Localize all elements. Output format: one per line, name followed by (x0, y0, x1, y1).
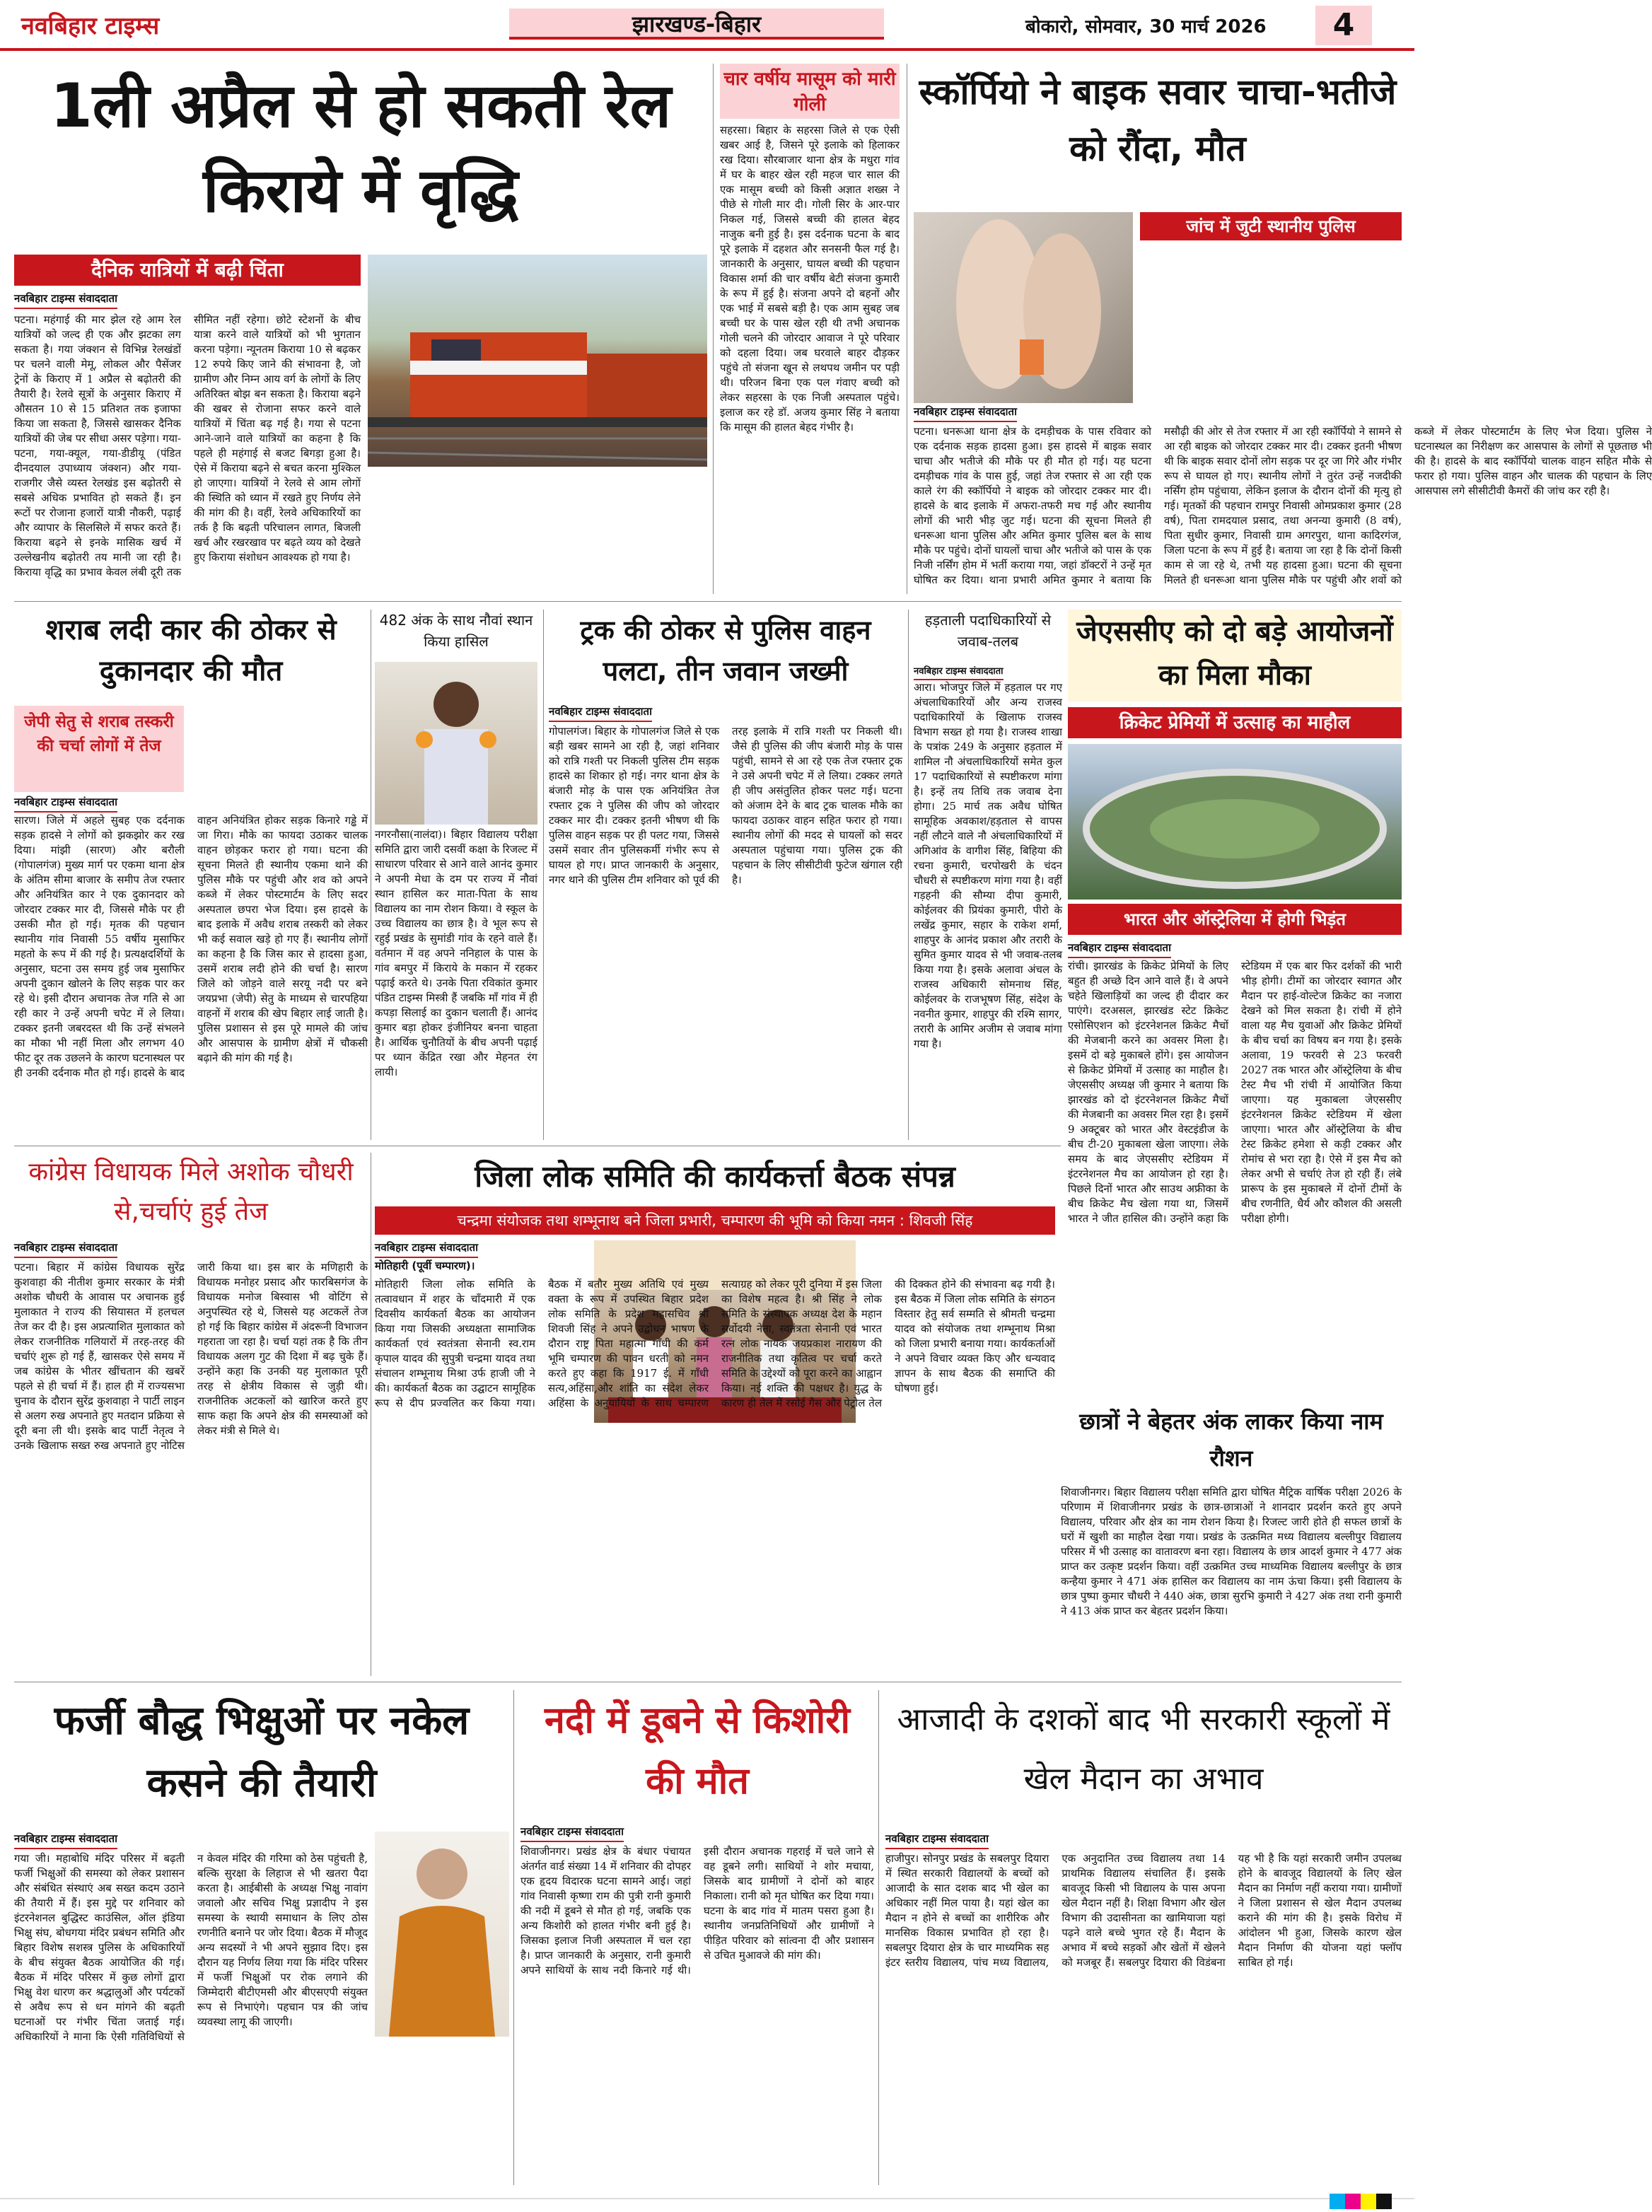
footer-bar (0, 2192, 1414, 2211)
topper-headline-box (1061, 1403, 1402, 1481)
child-headline: चार वर्षीय मासूम को मारी गोली (723, 69, 896, 115)
congress-headline: कांग्रेस विधायक मिले अशोक चौधरी से,चर्चाएं हुई तेज (28, 1158, 354, 1226)
child-headline-box (720, 64, 900, 119)
monk-icon (375, 1832, 509, 2037)
drown-body: शिवाजीनगर। प्रखंड क्षेत्र के बंधार पंचायत अंतर्गत वार्ड संख्या 14 में शनिवार की दोपहर एक हृदय विदारक घटना सामने आई। जहां गांव निवासी कृष्णा राम की पुत्री रानी कुमारी की नदी में डूबने से मौत हो गई, जबकि एक अन्य किशोरी को हालत गंभीर बनी हुई है। जिसका इलाज निजी अस्पताल में चल रहा है। प्राप्त जानकारी के अनुसार, रानी कुमारी अपने साथियों के साथ नदी किनारे गई थी। इसी दौरान अचानक गहराई में चले जाने से वह डूबने लगी। साथियों ने शोर मचाया, जिसके बाद ग्रामीणों ने दोनों को बाहर निकाला। रानी को मृत घोषित कर दिया गया। घटना के बाद गांव में मातम पसरा हुआ है। स्थानीय जनप्रतिनिधियों और ग्रामीणों ने पीड़ित परिवार को सांत्वना दी और प्रशासन से उचित मुआवजे की मांग की। (520, 1845, 874, 1977)
congress-body: पटना। बिहार में कांग्रेस विधायक सुरेंद्र कुशवाहा की नीतीश कुमार सरकार के मंत्री अशोक चौधरी के आवास पर अचानक हुई मुलाकात ने राज्य की सियासत में हलचल तेज कर दी है। इस अप्रत्याशित मुलाकात को लेकर राजनीतिक गलियारों में तरह-तरह की चर्चाएं शुरू हो गई हैं, खासकर ऐसे समय में जब कांग्रेस के भीतर खींचतान की खबरें पहले से ही चर्चा में हैं। हाल ही में राज्यसभा चुनाव के दौरान सुरेंद्र कुशवाहा ने पार्टी लाइन से अलग रुख अपनाते हुए मतदान प्रक्रिया से दूरी बना ली थी। इसके बाद पार्टी नेतृत्व ने उनके खिलाफ सख्त रुख अपनाते हुए नोटिस जारी किया था। इस बार के मणिहारी के विधायक मनोहर प्रसाद और फारबिसगंज के विधायक मनोज बिस्वास भी वोटिंग से अनुपस्थित रहे थे, जिससे यह अटकलें तेज हो गई कि बिहार कांग्रेस में अंदरूनी विभाजन गहराता जा रहा है। चर्चा यहां तक है कि तीन विधायक अलग गुट की दिशा में बढ़ चुके हैं। उन्होंने कहा कि उनकी यह मुलाकात पूरी तरह से क्षेत्रीय विकास से जुड़ी थी। राजनीतिक अटकलों को खारिज करते हुए साफ कहा कि अपने क्षेत्र की समस्याओं को लेकर मंत्री से मिले थे। (14, 1261, 368, 1452)
strike-byline-text: नवबिहार टाइम्स संवाददाता (914, 664, 1004, 680)
police-body: गोपालगंज। बिहार के गोपालगंज जिले से एक बड़ी खबर सामने आ रही है, जहां शनिवार को रात्रि गश्ती पर निकली पुलिस टीम सड़क हादसे का शिकार हो गई। नगर थाना क्षेत्र के बंजारी मोड़ के पास एक अनियंत्रित तेज रफ्तार ट्रक ने पुलिस की जीप को जोरदार टक्कर मार दी। टक्कर इतनी भीषण थी कि पुलिस वाहन सड़क पर ही पलट गया, जिससे उसमें सवार तीन पुलिसकर्मी गंभीर रूप से घायल हो गए। प्राप्त जानकारी के अनुसार, नगर थाने की पुलिस टीम शनिवार को पूर्व की तरह इलाके में रात्रि गश्ती पर निकली थी। जैसे ही पुलिस की जीप बंजारी मोड़ के पास पहुंची, सामने से आ रहे एक तेज रफ्तार ट्रक ने उसे अपनी चपेट में ले लिया। टक्कर लगते ही जीप असंतुलित होकर पलट गई। घटना को अंजाम देने के बाद ट्रक चालक मौके का फायदा उठाकर वाहन सहित फरार हो गया। स्थानीय लोगों की मदद से घायलों को सदर अस्पताल पहुंचाया गया। पुलिस ट्रक की पहचान के लिए सीसीटीवी फुटेज खंगाल रही है। (549, 725, 902, 886)
police-headline-box (549, 610, 902, 697)
liquor-headline-box (14, 610, 368, 694)
jsca-headline-box (1068, 610, 1402, 702)
black-mark (1376, 2194, 1392, 2209)
feet-photo (914, 212, 1133, 403)
jsca-body: रांची। झारखंड के क्रिकेट प्रेमियों के लिए बहुत ही अच्छे दिन आने वाले हैं। वे अपने चहेते खिलाड़ियों का जल्द ही दीदार कर पाएंगे। दरअसल, झारखंड स्टेट क्रिकेट एसोसिएशन को इंटरनेशनल क्रिकेट मैचों की मेजबानी करने का अवसर मिला है। इसमें दो बड़े मुकाबले होंगे। इस आयोजन से क्रिकेट प्रेमियों में उत्साह का माहौल है। जेएससीए अध्यक्ष जी कुमार ने बताया कि झारखंड को दो इंटरनेशनल क्रिकेट मैचों की मेजबानी का अवसर मिल रहा है। इसमें 9 अक्टूबर को भारत और वेस्टइंडीज के बीच टी-20 मुकाबला खेला जाएगा। लेके समय के बाद जेएससीए स्टेडियम में इंटरनेशनल मैच का आयोजन हो रहा है। पिछले दिनों भारत और साउथ अफ्रीका के बीच क्रिकेट मैच खेला गया था, जिसमें भारत ने जीत हासिल की। उन्होंने कहा कि स्टेडियम में एक बार फिर दर्शकों की भारी भीड़ होगी। टीमों का जोरदार स्वागत और मैदान पर हाई-वोल्टेज क्रिकेट का नजारा देखने को मिल सकता है। रांची में होने वाला यह मैच युवाओं और क्रिकेट प्रेमियों के बीच चर्चा का विषय बन गया है। इसके अलावा, 19 फरवरी से 23 फरवरी 2027 तक भारत और ऑस्ट्रेलिया के बीच टेस्ट मैच भी रांची में आयोजित किया जाएगा। यह मुकाबला जेएससीए इंटरनेशनल क्रिकेट स्टेडियम में खेला जाएगा। भारत और ऑस्ट्रेलिया के बीच टेस्ट क्रिकेट हमेशा से कड़ी टक्कर और रोमांच से भरा रहा है। ऐसे में इस मैच को लेकर अभी से चर्चाएं तेज हो रही हैं। लंबे प्रारूप के इस मुकाबले में दोनों टीमों के बीच रणनीति, धैर्य और कौशल की असली परीक्षा होगी। (1068, 960, 1402, 1225)
stadium-icon (1068, 744, 1402, 900)
strike-body: आरा। भोजपुर जिले में हड़ताल पर गए अंचलाधिकारियों और अन्य राजस्व पदाधिकारियों के खिलाफ राजस्व विभाग सख्त हो गया है। राजस्व शाखा के पत्रांक 249 के अनुसार हड़ताल में शामिल नौ अंचलाधिकारियों समेत कुल 17 पदाधिकारियों से स्पष्टीकरण मांगा है। इन्हें तय तिथि तक जवाब देना होगा। 25 मार्च तक अवैध घोषित सामूहिक अवकाश/हड़ताल से वापस नहीं लौटने वाले नौ अंचलाधिकारियों में अगिआंव के वागीश सिंह, बिहिया की रचना कुमारी, चरपोखरी के चंदन चौधरी से स्पष्टीकरण मांगा गया है। वहीं गड़हनी की सौम्या दीपा कुमारी, कोईलवर की प्रियंका कुमारी, पीरो के लखेंद्र कुमार, सहार के राकेश शर्मा, शाहपुर के आनंद प्रकाश और तरारी के सुमित कुमार यादव से भी जवाब-तलब किया गया है। इसके अलावा अंचल के राजस्व अधिकारी सोमनाथ सिंह, कोईलवर के राजभूषण सिंह, संदेश के नवनीत कुमार, शाहपुर की रश्मि सागर, तरारी के आमिर अजीम से जवाब मांगा गया है। (914, 681, 1062, 1050)
sports-body: हाजीपुर। सोनपुर प्रखंड के सबलपुर दियारा में स्थित सरकारी विद्यालयों के बच्चों को आजादी के सात दशक बाद भी खेल का अधिकार नहीं मिल पाया है। यहां खेल का मैदान न होने से बच्चों का शारीरिक और मानसिक विकास प्रभावित हो रहा है। सबलपुर दियारा क्षेत्र के चार माध्यमिक सह इंटर स्तरीय विद्यालय, पांच मध्य विद्यालय, एक अनुदानित उच्च विद्यालय तथा 14 प्राथमिक विद्यालय संचालित हैं। इसके बावजूद किसी भी विद्यालय के पास अपना खेल मैदान नहीं है। शिक्षा विभाग और खेल विभाग की उदासीनता का खामियाजा यहां पढ़ने वाले बच्चे भुगत रहे हैं। मैदान के अभाव में बच्चे सड़कों और खेतों में खेलने को मजबूर हैं। सबलपुर दियारा की विडंबना यह भी है कि यहां सरकारी जमीन उपलब्ध होने के बावजूद विद्यालयों के लिए खेल मैदान का निर्माण नहीं कराया गया। ग्रामीणों ने जिला प्रशासन से खेल मैदान उपलब्ध कराने की मांग की है। इसके विरोध में आंदोलन भी हुआ, जिसके कारण खेल मैदान निर्माण की योजना यहां फ्लॉप साबित हो गई। (885, 1852, 1402, 1969)
rail-body-cont (368, 472, 707, 594)
magenta-mark (1345, 2194, 1361, 2209)
council-sub: चन्द्रमा संयोजक तथा शम्भूनाथ बने जिला प्रभारी, चम्पारण की भूमि को किया नमन : शिवजी सिंह (375, 1206, 1055, 1235)
strike-headline-box (914, 610, 1062, 660)
jsca-sub1: क्रिकेट प्रेमियों में उत्साह का माहौल (1068, 707, 1402, 738)
strike-headline: हड़ताली पदाधिकारियों से जवाब-तलब (924, 612, 1052, 650)
train-photo (368, 255, 707, 467)
drown-headline-box (520, 1690, 874, 1817)
rail-byline (14, 291, 361, 313)
police-byline (549, 704, 902, 726)
rank-body: नगरनौसा(नालंदा)। बिहार विद्यालय परीक्षा समिति द्वारा जारी दसवीं कक्षा के रिजल्ट में साधारण परिवार से आने वाले आनंद कुमार ने अपनी मेधा के दम पर राज्य में नौवां स्थान हासिल कर माता-पिता के साथ विद्यालय का नाम रोशन किया। वे स्कूल के उच्च विद्यालय का छात्र है। वे भूल रूप से रहुई प्रखंड के सुमांडी गांव के रहने वाले हैं। वर्तमान में वह अपने ननिहाल के पास के गांव बमपुर में किराये के मकान में रहकर पढ़ाई करते थे। उनके पिता रविकांत कुमार पंडित टाइम्स मिस्त्री हैं जबकि माँ गांव में ही कपड़ा सिलाई का दुकान चलाती हैं। आनंद कुमार बड़ा होकर इंजीनियर बनना चाहता है। आर्थिक चुनौतियों के बीच अपनी पढ़ाई पर ध्यान केंद्रित रखा और मेहनत रंग लायी। (375, 828, 537, 1078)
scorpio-headline: स्कॉर्पियो ने बाइक सवार चाचा-भतीजे को रौंदा, मौत (919, 71, 1397, 169)
row-rule (14, 601, 1402, 602)
liquor-headline: शराब लदी कार की ठोकर से दुकानदार की मौत (45, 614, 337, 687)
header-rule (0, 48, 1414, 51)
jsca-byline-text: नवबिहार टाइम्स संवाददाता (1068, 941, 1171, 958)
liquor-body: सारण। जिले में अहले सुबह एक दर्दनाक सड़क हादसे ने लोगों को झकझोर कर रख दिया। मांझी (सारण) और बरौली (गोपालगंज) मुख्य मार्ग पर एकमा थाना क्षेत्र के अंतिम सीमा बाजार के समीप तेज रफ्तार और अनियंत्रित कार ने एक दुकानदार को जोरदार टक्कर मार दी, जिससे मौके पर ही उसकी मौत हो गई। मृतक की पहचान स्थानीय गांव निवासी 55 वर्षीय मुसाफिर महतो के रूप में की गई है। प्रत्यक्षदर्शियों के अनुसार, घटना उस समय हुई जब मुसाफिर अपनी दुकान खोलने के लिए सड़क पार कर रहे थे। इसी दौरान अचानक तेज गति से आ रही कार ने उन्हें अपनी चपेट में ले लिया। टक्कर इतनी जबरदस्त थी कि उन्हें संभलने का मौका भी नहीं मिला और लगभग 40 फीट दूर तक उछलने के कारण घटनास्थल पर ही उनकी दर्दनाक मौत हो गई। हादसे के बाद वाहन अनियंत्रित होकर सड़क किनारे गड्ढे में जा गिरा। मौके का फायदा उठाकर चालक वाहन छोड़कर फरार हो गया। घटना की सूचना मिलते ही स्थानीय एकमा थाने की पुलिस मौके पर पहुंची और शव को अपने कब्जे में लेकर पोस्टमार्टम के लिए सदर अस्पताल छपरा भेज दिया। इस हादसे के बाद इलाके में अवैध शराब तस्करी को लेकर भी कई सवाल खड़े हो गए हैं। स्थानीय लोगों का कहना है कि जिस कार से हादसा हुआ, उसमें शराब लदी होने की चर्चा है। सारण जिले को जोड़ने वाले सरयू नदी पर बने जयप्रभा (जेपी) सेतु के माध्यम से चारपहिया वाहनों में शराब की खेप बिहार लाई जाती है। पुलिस प्रशासन से इस पूरे मामले की जांच और आसपास के ग्रामीण क्षेत्रों में चौकसी बढ़ाने की मांग की गई है। (14, 814, 368, 1079)
col-rule (878, 1690, 879, 2185)
sports-byline-text: नवबिहार टाइम्स संवाददाता (885, 1832, 989, 1849)
section-tab (509, 8, 884, 40)
scorpio-byline-text: नवबिहार टाइम्स संवाददाता (914, 404, 1017, 422)
rank-headline: 482 अंक के साथ नौवां स्थान किया हासिल (379, 612, 533, 650)
congress-headline-box (14, 1153, 368, 1235)
rail-headline: 1ली अप्रैल से हो सकती रेल किराये में वृद्धि (50, 71, 672, 226)
monks-body: गया जी। महाबोधि मंदिर परिसर में बढ़ती फर्जी भिक्षुओं की समस्या को लेकर प्रशासन और संबंधित संस्थाएं अब सख्त कदम उठाने की तैयारी में हैं। इस मुद्दे पर शनिवार को इंटरनेशनल बुद्धिस्ट काउंसिल, ऑल इंडिया भिक्षु संघ, बोधगया मंदिर प्रबंधन समिति और बिहार विशेष सशस्त्र पुलिस के अधिकारियों के बीच संयुक्त बैठक आयोजित की गई। बैठक में मंदिर परिसर में कुछ लोगों द्वारा भिक्षु वेश धारण कर श्रद्धालुओं और पर्यटकों से अवैध रूप से धन मांगने की बढ़ती घटनाओं पर गंभीर चिंता जताई गई। अधिकारियों ने माना कि ऐसी गतिविधियों से न केवल मंदिर की गरिमा को ठेस पहुंचती है, बल्कि सुरक्षा के लिहाज से भी खतरा पैदा करता है। आईबीसी के अध्यक्ष भिक्षु नावांग जवालो और सचिव भिक्षु प्रज्ञादीप ने इस समस्या के स्थायी समाधान के लिए ठोस रणनीति बनाने पर जोर दिया। बैठक में मौजूद अन्य सदस्यों ने भी अपने सुझाव दिए। इस दौरान यह निर्णय लिया गया कि मंदिर परिसर में फर्जी भिक्षुओं पर रोक लगाने की जिम्मेदारी बीटीएमसी और बीएसएपी संयुक्त रूप से निभाएंगे। पहचान पत्र की जांच व्यवस्था लागू की जाएगी। (14, 1852, 368, 2043)
student-photo (375, 662, 537, 825)
dateline: बोकारो, सोमवार, 30 मार्च 2026 (1025, 16, 1267, 37)
student-icon (375, 662, 537, 825)
drown-byline-text: नवबिहार टाइम्स संवाददाता (520, 1824, 624, 1842)
rail-headline-box (14, 64, 707, 240)
police-headline: ट्रक की ठोकर से पुलिस वाहन पलटा, तीन जवान जख्मी (580, 615, 871, 687)
rail-byline-text: नवबिहार टाइम्स संवाददाता (14, 291, 117, 309)
stadium-photo (1068, 744, 1402, 900)
topper-body: शिवाजीनगर। बिहार विद्यालय परीक्षा समिति द्वारा घोषित मैट्रिक वार्षिक परीक्षा 2026 के परिणाम में शिवाजीनगर प्रखंड के छात्र-छात्राओं ने शानदार प्रदर्शन करते हुए अपने विद्यालय, परिवार और क्षेत्र का नाम रोशन किया है। रिजल्ट जारी होते ही सफल छात्रों के घरों में खुशी का माहौल देखा गया। प्रखंड के उत्क्रमित मध्य विद्यालय बल्लीपुर विद्यालय परिसर में भी उत्साह का वातावरण बना रहा। विद्यालय के छात्र आदर्श कुमार ने 477 अंक प्राप्त कर उत्कृष्ट प्रदर्शन किया। वहीं उत्क्रमित उच्च माध्यमिक विद्यालय बल्लीपुर के छात्र कन्हैया कुमार ने 471 अंक हासिल कर विद्यालय का नाम ऊंचा किया। इसी विद्यालय के छात्र पुष्पा कुमार चौधरी ने 440 अंक, छात्रा सुरभि कुमारी ने 427 अंक तथा रानी कुमारी ने 413 अंक प्राप्त कर बेहतर प्रदर्शन किया। (1061, 1486, 1402, 1617)
masthead-title: नवबिहार टाइम्स (21, 12, 160, 40)
sports-headline: आजादी के दशकों बाद भी सरकारी स्कूलों में खेल मैदान का अभाव (897, 1701, 1390, 1797)
rail-body: पटना। महंगाई की मार झेल रहे आम रेल यात्रियों को जल्द ही एक और झटका लग सकता है। गया जंक्शन से विभिन्न रेलखंडों पर चलने वाली मेमू, लोकल और पैसेंजर ट्रेनों के किराए में 1 अप्रैल से बढ़ोतरी की तैयारी है। रेलवे सूत्रों के अनुसार किराए में औसतन 10 से 15 प्रतिशत तक इजाफा किया जा सकता है, जिससे खासकर दैनिक यात्रियों की जेब पर सीधा असर पड़ेगा। गया-पटना, गया-क्यूल, गया-डीडीयू (पंडित दीनदयाल उपाध्याय जंक्शन) और गया-राजगीर जैसे व्यस्त रेलखंड इस बढ़ोतरी से सबसे अधिक प्रभावित हो सकते हैं। इन रूटों पर रोजाना हजारों यात्री नौकरी, पढ़ाई और व्यापार के सिलसिले में सफर करते हैं। किराया बढ़ने से इनके मासिक खर्च में उल्लेखनीय बढ़ोतरी तय मानी जा रही है। किराया वृद्धि का प्रभाव केवल लंबी दूरी तक सीमित नहीं रहेगा। छोटे स्टेशनों के बीच यात्रा करने वाले यात्रियों को भी भुगतान करना पड़ेगा। न्यूनतम किराया 10 से बढ़कर 12 रुपये किए जाने की संभावना है, जो ग्रामीण और निम्न आय वर्ग के लोगों के लिए अतिरिक्त बोझ बन सकता है। किराया बढ़ने की खबर से रोजाना सफर करने वाले यात्रियों में चिंता बढ़ गई है। गया से पटना आने-जाने वाले यात्रियों का कहना है कि पहले ही महंगाई से बजट बिगड़ा हुआ है। ऐसे में किराया बढ़ने से बचत करना मुश्किल हो जाएगा। यात्रियों ने रेलवे से आम लोगों की स्थिति को ध्यान में रखते हुए निर्णय लेने की मांग की है। वहीं, रेलवे अधिकारियों का तर्क है कि बढ़ती परिचालन लागत, बिजली खर्च और रखरखाव पर बढ़ते व्यय को देखते हुए किराया संशोधन आवश्यक हो गया है। (14, 313, 361, 578)
feet-icon (914, 212, 1133, 403)
page-number: 4 (1332, 7, 1355, 43)
footer-rule (0, 2198, 1414, 2199)
train-icon (368, 255, 707, 467)
topper-headline: छात्रों ने बेहतर अंक लाकर किया नाम रौशन (1079, 1408, 1383, 1472)
col-rule (513, 1690, 514, 2185)
council-dateline: मोतिहारी (पूर्वी चम्पारण)। (375, 1259, 475, 1272)
col-rule (908, 610, 909, 1140)
rail-sub: दैनिक यात्रियों में बढ़ी चिंता (14, 255, 361, 286)
page-number-box (1315, 6, 1372, 45)
monks-headline-box (14, 1690, 509, 1824)
liquor-byline-text: नवबिहार टाइम्स संवाददाता (14, 795, 117, 813)
council-headline: जिला लोक समिति की कार्यकर्त्ता बैठक संपन्न (475, 1159, 955, 1194)
drown-byline (520, 1824, 690, 1846)
drown-headline: नदी में डूबने से किशोरी की मौत (545, 1699, 850, 1803)
monks-byline-text: नवबिहार टाइम्स संवाददाता (14, 1832, 117, 1849)
scorpio-headline-box (914, 64, 1402, 205)
police-byline-text: नवबिहार टाइम्स संवाददाता (549, 704, 652, 722)
sports-byline (885, 1832, 1133, 1853)
council-headline-box (375, 1153, 1055, 1201)
jsca-headline: जेएससीए को दो बड़े आयोजनों का मिला मौका (1076, 615, 1393, 692)
monks-headline: फर्जी बौद्ध भिक्षुओं पर नकेल कसने की तैयारी (54, 1698, 470, 1806)
masthead-bar (0, 0, 1414, 51)
child-body: सहरसा। बिहार के सहरसा जिले से एक ऐसी खबर आई है, जिसने पूरे इलाके को हिलाकर रख दिया। सौरबाजार थाना क्षेत्र के मधुरा गांव में घर के बाहर खेल रही महज चार साल की एक मासूम बच्ची को किसी अज्ञात शख्स ने पीछे से गोली मार दी। गोली सिर के आर-पार निकल गई, जिससे बच्ची की हालत बेहद नाजुक बनी हुई है। इस दर्दनाक घटना के बाद पूरे इलाके में दहशत और सनसनी फैल गई है। जानकारी के अनुसार, घायल बच्ची की पहचान विकास शर्मा की चार वर्षीय बेटी संजना कुमारी के रूप में हुई है। संजना अपने दो बहनों और एक भाई में सबसे बड़ी है। एक आम सुबह जब बच्ची घर के पास खेल रही थी तभी अचानक गोली चलने की जोरदार आवाज ने पूरे परिवार को दहला दिया। जब घरवाले बाहर दौड़कर पहुंचे तो संजना खून से लथपथ जमीन पर पड़ी थी। परिजन बिना एक पल गंवाए बच्ची को लेकर सहरसा के एक निजी अस्पताल पहुंचे। इलाज कर रहे डॉ. अजय कुमार सिंह ने बताया कि मासूम की हालत बेहद गंभीर है। (720, 124, 900, 433)
cmyk-marks (1330, 2194, 1400, 2209)
yellow-mark (1361, 2194, 1376, 2209)
scorpio-caption (914, 404, 1133, 426)
council-byline-text: नवबिहार टाइम्स संवाददाता (375, 1240, 478, 1258)
congress-byline-text: नवबिहार टाइम्स संवाददाता (14, 1240, 117, 1258)
monk-photo (375, 1832, 509, 2037)
col-rule (543, 610, 544, 1140)
col-rule (713, 64, 714, 594)
rank-headline-box (375, 610, 537, 659)
council-body: मोतिहारी जिला लोक समिति के तत्वावधान में शहर के चाँदमारी में एक दिवसीय कार्यकर्ता बैठक का आयोजन किया गया जिसकी अध्यक्षता सामाजिक कार्यकर्ता एवं स्वतंत्रता सेनानी स्व.राम कृपाल यादव की सुपुत्री चन्द्रमा यादव तथा संचालन शम्भूनाथ मिश्रा उर्फ हाजी जी ने की। कार्यकर्ता बैठक का उद्घाटन सामूहिक रूप से दीप प्रज्वलित कर किया गया। बैठक में बतौर मुख्य अतिथि एवं मुख्य वक्ता के रूप में उपस्थित बिहार प्रदेश लोक समिति के प्रदेश महासचिव श्री शिवजी सिंह ने अपने उद्बोधन भाषण के दौरान राष्ट्र पिता महात्मा गाँधी की कर्म भूमि चम्पारण की पावन धरती को नमन करते हुए कहा कि 1917 ई. में गाँधी सत्य,अहिंसा,और शांति का संदेश लेकर अहिंसा के अनुयायियों के साथ चम्पारण सत्याग्रह को लेकर पूरी दुनिया में इस जिला का विशेष महत्व है। श्री सिंह ने लोक समिति के संस्थापक अध्यक्ष देश के महान सर्वोदयी नेता, स्वतंत्रता सेनानी एवं भारत रत्न लोक नायक जयप्रकाश नारायण की राजनीतिक तथा कृतित्व पर चर्चा करते समिति के उद्देश्यों को पूरा करने का आह्वान किया। नई शक्ति की पक्षधर है। युद्ध के कारण ही तेल में रसोई गैस और पेट्रोल तेल की दिक्कत होने की संभावना बढ़ गयी है। इस बैठक में जिला लोक समिति के संगठन विस्तार हेतु सर्व सम्मति से श्रीमती चन्द्रमा यादव को संयोजक तथा शम्भूनाथ मिश्रा को जिला प्रभारी बनाया गया। कार्यकर्ताओं ने अपने विचार व्यक्त किए और धन्यवाद ज्ञापन के साथ बैठक की समाप्ति की घोषणा हुई। (375, 1278, 1055, 1409)
cyan-mark (1330, 2194, 1345, 2209)
jsca-sub2: भारत और ऑस्ट्रेलिया में होगी भिड़ंत (1068, 904, 1402, 935)
scorpio-sub: जांच में जुटी स्थानीय पुलिस (1140, 212, 1402, 240)
congress-byline (14, 1240, 368, 1262)
monks-byline (14, 1832, 219, 1853)
scorpio-body: पटना। धनरूआ थाना क्षेत्र के दमड़ीचक के पास रविवार को एक दर्दनाक सड़क हादसा हुआ। इस हादसे में बाइक सवार चाचा और भतीजे की मौके पर ही मौत हो गई। यह घटना दमड़ीचक गांव के पास हुई, जहां तेज रफ्तार से आ रही एक काले रंग की स्कॉर्पियो ने बाइक को जोरदार टक्कर मार दी। हादसे के बाद इलाके में अफरा-तफरी मच गई और स्थानीय लोगों की भारी भीड़ जुट गई। घटना की सूचना मिलते ही धनरूआ थाना पुलिस और अमित कुमार पुलिस बल के साथ मौके पर पहुंचे। दोनों घायलों चाचा और भतीजे को पास के एक निजी नर्सिंग होम में भर्ती कराया गया, जहां डॉक्टरों ने उन्हें मृत घोषित कर दिया। थाना प्रभारी अमित कुमार ने बताया कि मसौढ़ी की ओर से तेज रफ्तार में आ रही स्कॉर्पियो ने सामने से आ रही बाइक को जोरदार टक्कर मार दी। टक्कर इतनी भीषण थी कि बाइक सवार दोनों लोग सड़क पर दूर जा गिरे और गंभीर रूप से घायल हो गए। स्थानीय लोगों ने तुरंत उन्हें नजदीकी नर्सिंग होम पहुंचाया, लेकिन इलाज के दौरान दोनों की मृत्यु हो गई। मृतकों की पहचान रामपुर निवासी ओमप्रकाश कुमार (28 वर्ष), पिता रामदयाल प्रसाद, तथा अनन्या कुमारी (8 वर्ष), पिता सुधीर कुमार, निवासी ग्राम अगरपुरा, थाना कादिरगंज, जिला पटना के रूप में हुई है। बताया जा रहा है कि दोनों किसी काम से जा रहे थे, तभी यह हादसा हुआ। घटना की सूचना मिलते ही धनरूआ थाना पुलिस मौके पर पहुंची और शवों को कब्जे में लेकर पोस्टमार्टम के लिए भेज दिया। पुलिस ने घटनास्थल का निरीक्षण कर आसपास के लोगों से पूछताछ भी की है। हादसे के बाद स्कॉर्पियो चालक वाहन सहित मौके से फरार हो गया। पुलिस वाहन और चालक की पहचान के लिए आसपास लगे सीसीटीवी कैमरों की जांच कर रही है। (914, 425, 1652, 586)
section-title: झारखण्ड-बिहार (632, 11, 762, 37)
liquor-sub: जेपी सेतु से शराब तस्करी की चर्चा लोगों में तेज (14, 706, 184, 792)
sports-headline-box (885, 1690, 1402, 1824)
